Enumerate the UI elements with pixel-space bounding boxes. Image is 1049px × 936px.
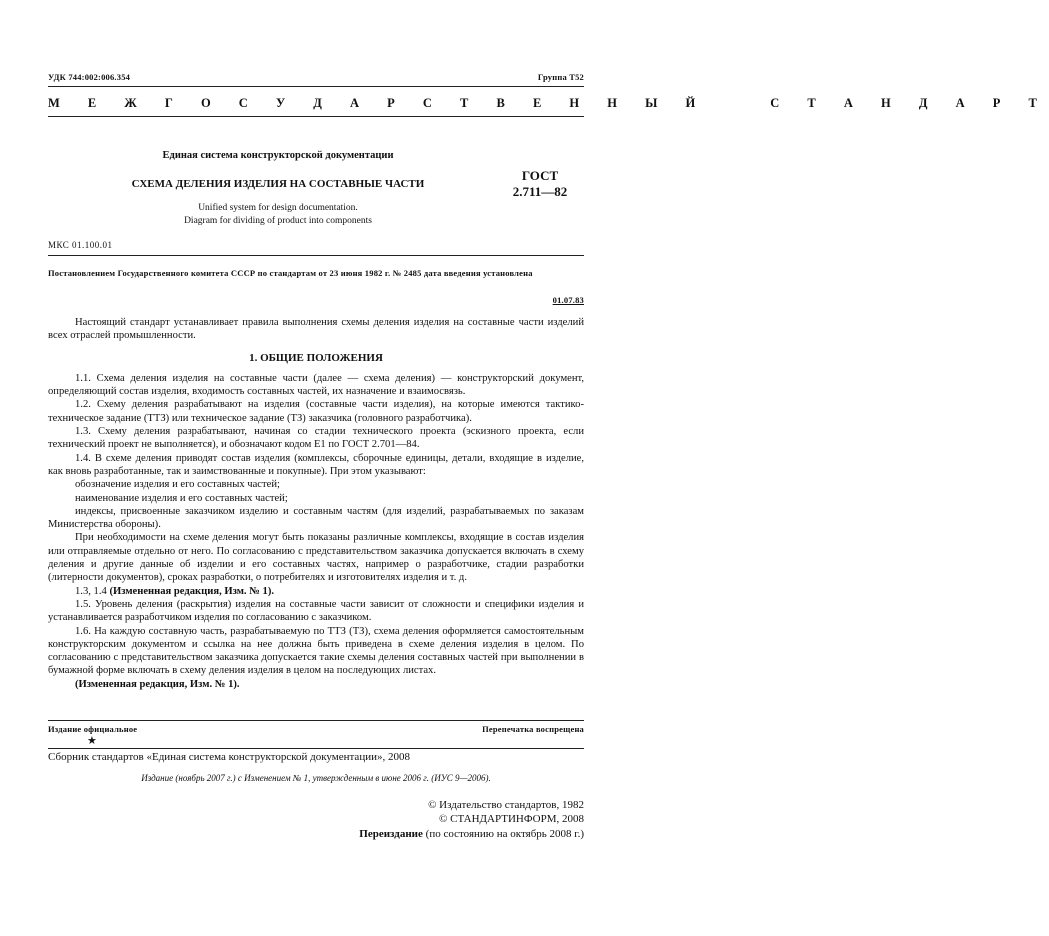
english-title-1: Unified system for design documentation. (198, 203, 358, 213)
paragraph-1-3: 1.3. Схему деления разрабатывают, начиная со стадии технического проекта (эскизного проекта, если технический проект не выполняется), и обозначают кодом Е1 по ГОСТ 2.701—84. (48, 426, 584, 451)
system-name: Единая система конструкторской документации (162, 150, 394, 161)
paragraph-1-4: 1.4. В схеме деления приводят состав изделия (комплексы, сборочные единицы, детали, входящие в изделие, как вновь разработанные, так и заимствованные и покупные). При этом указывают: (48, 452, 584, 477)
udk-code: УДК 744:002:006.354 (48, 72, 131, 82)
copyright-2: © СТАНДАРТИНФОРМ, 2008 (439, 813, 584, 825)
gost-number: 2.711—82 (512, 184, 568, 199)
document-title: СХЕМА ДЕЛЕНИЯ ИЗДЕЛИЯ НА СОСТАВНЫЕ ЧАСТИ (131, 178, 425, 190)
reissue-date: (по состоянию на октябрь 2008 г.) (422, 828, 584, 840)
reissue-label: Переиздание (359, 828, 423, 840)
amendment-note-text: (Измененная редакция, Изм. № 1). (109, 585, 274, 597)
paragraph-1-6: 1.6. На каждую составную часть, разрабатываемую по ТТЗ (ТЗ), схема деления оформляется самостоятельным конструкторским документом и ссылка на нее должна быть приведена в схеме деления изделия в целом. По согласованию с представительством заказчика допускается такие схемы деления составных частей при выполнении в бумажной форме включать в схему деления изделия в целом на последующих листах. (48, 625, 584, 677)
collection-note: Сборник стандартов «Единая система конструкторской документации», 2008 (48, 751, 410, 763)
amendment-note-end: (Измененная редакция, Изм. № 1). (75, 678, 240, 690)
footer-rule-2 (48, 748, 584, 749)
footer-rule (48, 720, 584, 721)
reissue-note (359, 828, 584, 840)
paragraph-1-5: 1.5. Уровень деления (раскрытия) изделия на составные части зависит от сложности и специфики изделия и устанавливается разработчиком изделия по согласованию с заказчиком. (48, 598, 584, 624)
section-title: 1. ОБЩИЕ ПОЛОЖЕНИЯ (249, 351, 383, 364)
amendment-note-1-3-1-4 (48, 585, 584, 598)
group-code: Группа Т52 (537, 72, 584, 82)
decree-date: 01.07.83 (552, 295, 584, 305)
paragraph-1-1: 1.1. Схема деления изделия на составные части (далее — схема деления) — конструкторский документ, определяющий состав изделия, входимость составных частей, их назначение и взаимосвязь. (48, 372, 584, 398)
header-rule (48, 86, 584, 87)
header-rule-bottom (48, 116, 584, 117)
decree-text: Постановлением Государственного комитета СССР по стандартам от 23 июня 1982 г. № 2485 дата введения установлена (48, 268, 533, 278)
standard-kind-heading: М Е Ж Г О С У Д А Р С Т В Е Н Н Ы Й С Т А Н Д А Р Т (48, 96, 1049, 110)
gost-label: ГОСТ (521, 168, 559, 183)
intro-paragraph: Настоящий стандарт устанавливает правила выполнения схемы деления изделия на составные части изделий всех отраслей промышленности. (48, 317, 584, 342)
amendment-note-numbers: 1.3, 1.4 (75, 585, 107, 597)
paragraph-kits: При необходимости на схеме деления могут быть показаны различные комплексы, входящие в состав изделия или отправляемые отдельно от него. По согласованию с представительством заказчика допускается включать в схему деления и другие данные об изделии и его составных частях, например о разработчике, стадии разработки (литерности документов), сроках разработки, о потребителях и изготовителях изделия и т. д. (48, 532, 584, 584)
copyright-1: © Издательство стандартов, 1982 (428, 799, 584, 811)
official-edition-label: Издание официальное (48, 724, 138, 734)
mks-code: МКС 01.100.01 (48, 240, 113, 250)
paragraph-1-2: 1.2. Схему деления разрабатывают на изделия (составные части изделия), на которые имеются тактико-техническое задание (ТТЗ) или техническое задание (ТЗ) заказчика (головного разработчика). (48, 399, 584, 424)
list-item: индексы, присвоенные заказчиком изделию и составным частям (для изделий, разрабатываемых по заказам Министерства обороны). (48, 505, 584, 531)
star-icon: ★ (87, 735, 97, 747)
mks-rule (48, 255, 584, 256)
reprint-prohibited-label: Перепечатка воспрещена (482, 724, 584, 734)
english-title-2: Diagram for dividing of product into components (184, 216, 372, 226)
list-item: обозначение изделия и его составных частей; (75, 479, 280, 491)
list-item: наименование изделия и его составных частей; (75, 492, 288, 504)
edition-note: Издание (ноябрь 2007 г.) с Изменением № 1, утвержденным в июне 2006 г. (ИУС 9—2006). (141, 773, 491, 783)
document-body (48, 316, 584, 691)
